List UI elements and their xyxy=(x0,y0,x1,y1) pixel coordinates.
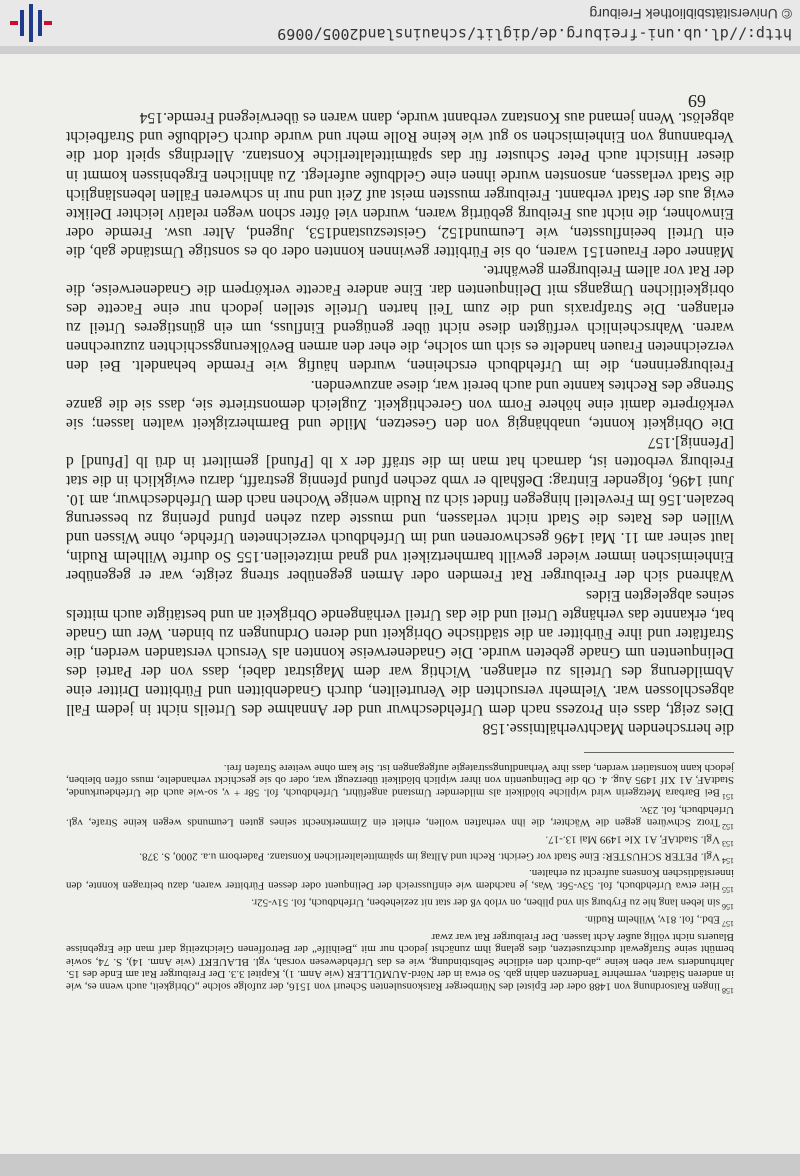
footnote: $^{154}$Vgl. PETER SCHUSTER: Eine Stadt vor Gericht. Recht und Alltag im spätmittelalterlichen Konstanz. Paderborn u.a. 2000, S. 378. xyxy=(139,850,734,865)
paragraph: Die Obrigkeit konnte, unabhängig von den Gesetzen, Milde und Barmherzigkeit walten lassen; sie verkörperte damit eine höhere Form von Gerechtigkeit. Zugleich demonstrierte sie, dass sie die ganze Strenge des Rechtes kannte und auch bereit war, diese anzuwenden. xyxy=(66,376,734,432)
body-text xyxy=(66,108,734,738)
footnote: $^{157}$Ebd., fol. 81v, Wilhelm Rudin. xyxy=(584,913,734,929)
footnote: $^{151}$Bei Barbara Metzgerin wird wipliche blödikeit als mildernder Umstand angeführt, Urfehdbuch, fol. 58r + v, so-wie auch die Urfehdeurkunde, StadtAF, A1 XIf 1495 Aug. 4. Ob die Delinquentin von ihrer wiplich blödikeit überzeugt war, oder ob sie geschickt verhandelte, muss offen bleiben, jedoch kann konstatiert werden, dass ihre Verhandlungsstrategie aufgegangen ist. Sie kam ohne weitere Strafen frei. xyxy=(66,761,734,802)
paragraph: die herrschenden Machtverhältnisse.158 xyxy=(482,720,734,738)
page-number: 69 xyxy=(688,91,706,111)
paragraph: Dies zeigt, dass ein Prozess nach dem Urfehdeschwur und der Annahme des Urteils nicht in jedem Fall abgeschlossen war. Vielmehr versuchten die Verurteilten, durch Gnadenbitten und Fürbitten Dritter eine Abmilderung des Urteils zu erlangen. Wichtig war dem Magistrat dabei, dass von der Partei des Delinquenten um Gnade gebeten wurde. Die Gnadenerweise konnten als Versuch verstanden werden, die Straftäter und ihre Fürbitter an die städtische Obrigkeit und deren Ordnungen zu binden. Wer um Gnade bat, erkannte das verhängte Urteil und die das Urteil verhängende Obrigkeit an und bestätigte auch mittels seines abgelegten Eides xyxy=(66,586,734,719)
footnote: $^{156}$sin leben lang hie zu Fryburg sin vnd pliben, on vrlob vß der stat nit zezieheben, Urfehdbuch, fol. 51v-52r. xyxy=(251,896,734,912)
copyright-credit: © Universitätsbibliothek Freiburg xyxy=(589,6,792,22)
footnote: $^{153}$Vgl. StadtAF, A1 XIe 1499 Mai 13.-17. xyxy=(545,833,734,848)
footer-band xyxy=(0,0,800,47)
scan-gutter xyxy=(0,46,800,54)
paragraph: Während sich der Freiburger Rat Fremden oder Armen gegenüber streng zeigte, war er gegenüber Einheimischen immer wieder gewillt barmhertzikeit vnd gnad mitzeteilen.155 So durfte Wilhelm Rudin, laut seiner am 11. Mai 1496 geschworenen und im Urfehdbuch verzeichneten Urfehde, ohne Wissen und Willen des Rates die Stadt nicht verlassen, und musste dazu zehen pfund pfening zu besserung bezalen.156 Im Frevelteil hingegen findet sich zu Rudin wenige Wochen nach dem Urfehdeschwur, am 10. Juni 1496, folgender Eintrag: Deßhalb er vmb zechen pfund pfennig gestrafft, darzu ewigklich in die stat Freiburg verbotten ist, darnach hat man im die sträff der x lb [Pfund] gemiltert in drü lb [Pfund] d [Pfennig].157 xyxy=(66,433,734,585)
page-text xyxy=(66,108,734,996)
footnote-separator xyxy=(584,752,734,753)
footnotes xyxy=(66,761,734,996)
scan-gutter xyxy=(0,1154,800,1176)
paragraph: Männer oder Frauen151 waren, ob sie Fürbitter gewinnen konnten oder ob es sonstige Umstände gab, die ein Urteil beeinflussten, wie Leumund152, Geisteszustand153, Jugend, Alter usw. Fremde oder Einwohner, die nicht aus Freiburg gebürtig waren, wurden viel öfter schon wegen relativ leichter Delikte ewig aus der Stadt verbannt. Freiburger mussten meist auf Zeit und nur in schweren Fällen lebenslänglich die Stadt verlassen, ansonsten wurde ihnen eine Geldbuße auferlegt. Zu ähnlichen Ergebnissen kommt in dieser Hinsicht auch Peter Schuster für das spätmittelalterliche Konstanz. Allerdings spielt dort die Verbannung von Einheimischen so gut wie keine Rolle mehr und wurde durch Geldbuße und Strafbeicht abgelöst. Wenn jemand aus Konstanz verbannt wurde, dann waren es überwiegend Fremde.154 xyxy=(66,109,734,260)
university-library-logo-icon xyxy=(10,4,52,42)
footnote: $^{158}$lingen Ratsordnung von 1488 oder der Epistel des Nürnberger Ratskonsulenten Scheurl von 1516, der zufolge solche „Obrigkeit, auch wenn es, wie in anderen Städten, vermehrte Tendenzen dahin gab. So etwa in der Nörd-AUMÜLLER (wie Anm. 1), Kapitel 3.3. Der Freiburger Rat am Ende des 15. Jahrhunderts war eben keine „ab-durch den eidliche Selbstbindung, wie es das Urfehdewesen vorsah, vgl. BLAUERT (wie Anm. 14), S. 74, sowie bemüht seine Strafgewalt durchzusetzen, dies gelang ihm zunächst jedoch nur mit „Beihilfe“ der Betroffenen Gleichzeitig darf man die Ergebnisse Blauerts nicht völlig außer Acht lassen. Der Freiburger Rat war zwar xyxy=(66,930,734,995)
permalink[interactable]: http://dl.ub.uni-freiburg.de/diglit/schauinsland2005/0069 xyxy=(277,25,792,43)
footnote: $^{152}$Trotz Schwüren gegen die Wächter, die ihn verhaften wollen, erhielt ein Zimmerknecht seines guten Leumunds wegen keine Strafe, vgl. Urfehdbuch, fol. 23v. xyxy=(66,803,734,831)
paragraph: Freiburgerinnen, die im Urfehdbuch erscheinen, wurden häufig wie Fremde behandelt. Bei den verzeichneten Frauen handelte es sich um solche, die eher den armen Bevölkerungsschichten zuzurechnen waren. Wahrscheinlich verfügten diese nicht über genügend Einfluss, um ein günstigeres Urteil zu erlangen. Die Strafpraxis und die zum Teil harten Urteile stellen jedoch nur eine Facette des obrigkeitlichen Umgangs mit Delinquenten dar. Eine andere Facette verkörpern die Gnadenerweise, die der Rat vor allem Freiburgern gewährte. xyxy=(66,262,734,375)
footnote: $^{155}$Hier etwa Urfehdbuch, fol. 53v-56r. Was, je nachdem wie einflussreich der Delinquent oder dessen Fürbitter waren, dazu beitragen konnte, den innerstädtischen Konsens aufrecht zu erhalten. xyxy=(66,867,734,895)
